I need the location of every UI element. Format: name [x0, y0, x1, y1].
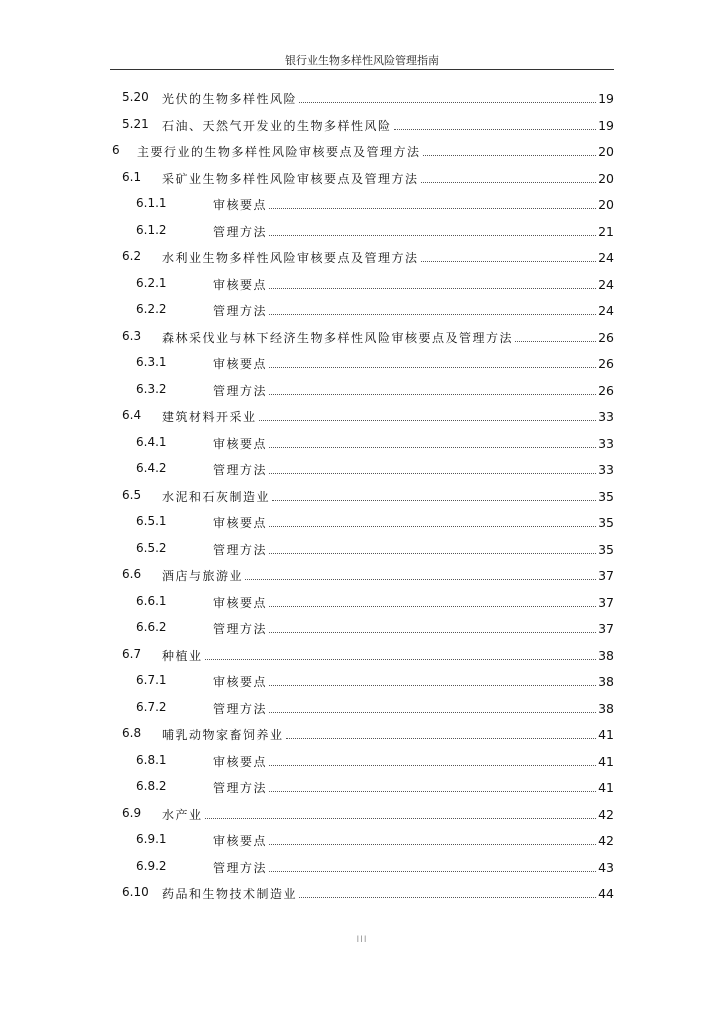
- toc-entry-page: 19: [598, 117, 614, 133]
- toc-entry-number: 6.5.2: [136, 540, 167, 555]
- toc-entry-page: 20: [598, 197, 614, 212]
- dot-leader: [394, 128, 596, 130]
- toc-entry-page: 42: [598, 806, 614, 822]
- toc-entry[interactable]: [0, 435, 724, 455]
- dot-leader: [269, 472, 596, 474]
- toc-entry-page: 35: [598, 488, 614, 504]
- dot-leader: [269, 446, 596, 448]
- dot-leader: [269, 393, 596, 395]
- toc-entry[interactable]: [0, 408, 724, 428]
- toc-entry[interactable]: [0, 302, 724, 322]
- toc-entry-page: 35: [598, 515, 614, 530]
- dot-leader: [205, 658, 596, 660]
- toc-entry-page: 42: [598, 833, 614, 848]
- toc-entry-page: 43: [598, 859, 614, 875]
- page-number: III: [356, 935, 368, 945]
- toc-entry-number: 6.3.1: [136, 355, 167, 369]
- dot-leader: [269, 207, 596, 209]
- toc-entry-title: 管理方法: [213, 463, 268, 477]
- toc-entry-number: 6.7.1: [136, 673, 167, 687]
- dot-leader: [515, 340, 596, 342]
- toc-entry[interactable]: [0, 276, 724, 296]
- toc-entry[interactable]: [0, 170, 724, 190]
- toc-entry[interactable]: [0, 673, 724, 693]
- toc-entry-page: 24: [598, 303, 614, 318]
- toc-entry-number: 6.3.2: [136, 381, 167, 396]
- toc-entry-number: 6.4.2: [136, 461, 167, 475]
- toc-entry-title: 主要行业的生物多样性风险审核要点及管理方法: [137, 145, 421, 159]
- toc-entry[interactable]: [0, 329, 724, 349]
- dot-leader: [269, 366, 596, 368]
- toc-entry-title: 水利业生物多样性风险审核要点及管理方法: [162, 251, 419, 265]
- toc-entry[interactable]: [0, 832, 724, 852]
- toc-entry-title: 水泥和石灰制造业: [162, 489, 271, 504]
- toc-entry-title: 管理方法: [213, 304, 268, 318]
- dot-leader: [269, 631, 596, 633]
- toc-entry-number: 6.5: [122, 487, 142, 502]
- dot-leader: [269, 711, 596, 713]
- page-header: 银行业生物多样性风险管理指南: [285, 54, 439, 67]
- toc-entry-title: 审核要点: [213, 675, 268, 689]
- toc-entry-title: 管理方法: [213, 622, 268, 636]
- toc-entry[interactable]: [0, 726, 724, 746]
- toc-entry-title: 酒店与旅游业: [162, 569, 244, 583]
- toc-entry-number: 6.2.2: [136, 302, 167, 316]
- header-rule: [110, 69, 614, 70]
- toc-entry-page: 24: [598, 250, 614, 265]
- toc-entry-number: 6.4: [122, 408, 142, 422]
- toc-entry[interactable]: [0, 223, 724, 243]
- toc-entry-page: 41: [598, 727, 614, 742]
- toc-entry-number: 6.9: [122, 805, 142, 820]
- dot-leader: [421, 260, 596, 262]
- toc-entry[interactable]: [0, 594, 724, 614]
- dot-leader: [269, 234, 596, 236]
- toc-entry[interactable]: [0, 90, 724, 110]
- toc-entry-number: 6.7.2: [136, 699, 167, 714]
- toc-entry[interactable]: [0, 488, 724, 508]
- toc-entry-number: 5.21: [122, 116, 149, 131]
- dot-leader: [269, 313, 596, 315]
- toc-entry-title: 审核要点: [213, 277, 268, 292]
- toc-entry-title: 石油、天然气开发业的生物多样性风险: [162, 118, 392, 133]
- toc-entry-title: 森林采伐业与林下经济生物多样性风险审核要点及管理方法: [162, 330, 514, 345]
- toc-entry[interactable]: [0, 514, 724, 534]
- toc-entry-page: 24: [598, 276, 614, 292]
- toc-entry[interactable]: [0, 620, 724, 640]
- toc-entry-title: 种植业: [162, 648, 203, 663]
- toc-entry-number: 6.2.1: [136, 275, 167, 290]
- toc-entry[interactable]: [0, 382, 724, 402]
- toc-entry-number: 6.1.2: [136, 222, 167, 237]
- toc-entry-number: 6.5.1: [136, 514, 167, 528]
- dot-leader: [299, 896, 596, 898]
- toc-entry-title: 审核要点: [213, 834, 268, 848]
- toc-entry-title: 审核要点: [213, 198, 268, 212]
- toc-entry[interactable]: [0, 885, 724, 905]
- toc-entry-page: 37: [598, 568, 614, 583]
- toc-entry-title: 药品和生物技术制造业: [162, 887, 298, 901]
- dot-leader: [286, 737, 596, 739]
- dot-leader: [269, 605, 596, 607]
- toc-entry-page: 20: [598, 170, 614, 186]
- toc-entry-title: 哺乳动物家畜饲养业: [162, 728, 284, 742]
- toc-entry[interactable]: [0, 249, 724, 269]
- dot-leader: [269, 790, 596, 792]
- toc-entry-page: 33: [598, 462, 614, 477]
- toc-entry[interactable]: [0, 196, 724, 216]
- toc-entry[interactable]: [0, 567, 724, 587]
- toc-entry-title: 审核要点: [213, 595, 268, 610]
- toc-entry-title: 建筑材料开采业: [162, 410, 257, 424]
- toc-entry[interactable]: [0, 355, 724, 375]
- toc-entry[interactable]: [0, 117, 724, 137]
- toc-entry-number: 6.8.2: [136, 779, 167, 793]
- toc-entry-number: 6.8.1: [136, 752, 167, 767]
- toc-entry-number: 6.1.1: [136, 196, 167, 210]
- dot-leader: [269, 287, 596, 289]
- toc-entry-page: 21: [598, 223, 614, 239]
- toc-entry-page: 44: [598, 886, 614, 901]
- toc-entry-title: 审核要点: [213, 357, 268, 371]
- toc-entry-title: 光伏的生物多样性风险: [162, 92, 298, 106]
- dot-leader: [421, 181, 596, 183]
- toc-entry-title: 管理方法: [213, 383, 268, 398]
- toc-entry[interactable]: [0, 461, 724, 481]
- toc-entry-title: 审核要点: [213, 516, 268, 530]
- toc-entry-number: 6.9.2: [136, 858, 167, 873]
- toc-entry-page: 26: [598, 382, 614, 398]
- toc-entry[interactable]: [0, 859, 724, 879]
- toc-entry-title: 管理方法: [213, 224, 268, 239]
- dot-leader: [299, 101, 596, 103]
- toc-entry-number: 6: [112, 143, 120, 157]
- toc-entry-title: 管理方法: [213, 542, 268, 557]
- toc-entry-page: 26: [598, 356, 614, 371]
- toc-entry-title: 管理方法: [213, 701, 268, 716]
- toc-entry-number: 6.4.1: [136, 434, 167, 449]
- toc-entry-title: 审核要点: [213, 754, 268, 769]
- toc-entry-title: 审核要点: [213, 436, 268, 451]
- toc-entry-page: 26: [598, 329, 614, 345]
- toc-entry[interactable]: [0, 143, 724, 163]
- toc-entry-number: 6.9.1: [136, 832, 167, 846]
- dot-leader: [272, 499, 596, 501]
- dot-leader: [245, 578, 596, 580]
- toc-entry-number: 5.20: [122, 90, 149, 104]
- toc-entry-title: 水产业: [162, 807, 203, 822]
- toc-entry-page: 38: [598, 674, 614, 689]
- toc-entry-number: 6.6: [122, 567, 142, 581]
- toc-entry-page: 19: [598, 91, 614, 106]
- toc-entry-page: 38: [598, 647, 614, 663]
- toc-entry-page: 37: [598, 594, 614, 610]
- dot-leader: [259, 419, 596, 421]
- toc-entry[interactable]: [0, 647, 724, 667]
- dot-leader: [269, 870, 596, 872]
- toc-entry-number: 6.3: [122, 328, 142, 343]
- toc-entry-title: 管理方法: [213, 781, 268, 795]
- toc-entry[interactable]: [0, 753, 724, 773]
- toc-entry-page: 35: [598, 541, 614, 557]
- toc-entry-title: 采矿业生物多样性风险审核要点及管理方法: [162, 171, 419, 186]
- toc-entry-page: 41: [598, 780, 614, 795]
- dot-leader: [269, 552, 596, 554]
- toc-entry-number: 6.8: [122, 726, 142, 740]
- toc-entry[interactable]: [0, 779, 724, 799]
- toc-entry-page: 37: [598, 621, 614, 636]
- toc-entry-page: 33: [598, 435, 614, 451]
- dot-leader: [269, 764, 596, 766]
- dot-leader: [269, 684, 596, 686]
- toc-entry-page: 20: [598, 144, 614, 159]
- dot-leader: [423, 154, 596, 156]
- toc-entry-number: 6.7: [122, 646, 142, 661]
- toc-entry[interactable]: [0, 541, 724, 561]
- toc-entry-number: 6.6.1: [136, 593, 167, 608]
- dot-leader: [205, 817, 596, 819]
- toc-entry[interactable]: [0, 806, 724, 826]
- dot-leader: [269, 843, 596, 845]
- toc-entry-number: 6.2: [122, 249, 142, 263]
- toc-entry-page: 41: [598, 753, 614, 769]
- toc-entry[interactable]: [0, 700, 724, 720]
- dot-leader: [269, 525, 596, 527]
- toc-entry-page: 38: [598, 700, 614, 716]
- toc-entry-title: 管理方法: [213, 860, 268, 875]
- toc-entry-number: 6.1: [122, 169, 142, 184]
- toc-entry-page: 33: [598, 409, 614, 424]
- toc-entry-number: 6.6.2: [136, 620, 167, 634]
- toc-entry-number: 6.10: [122, 885, 149, 899]
